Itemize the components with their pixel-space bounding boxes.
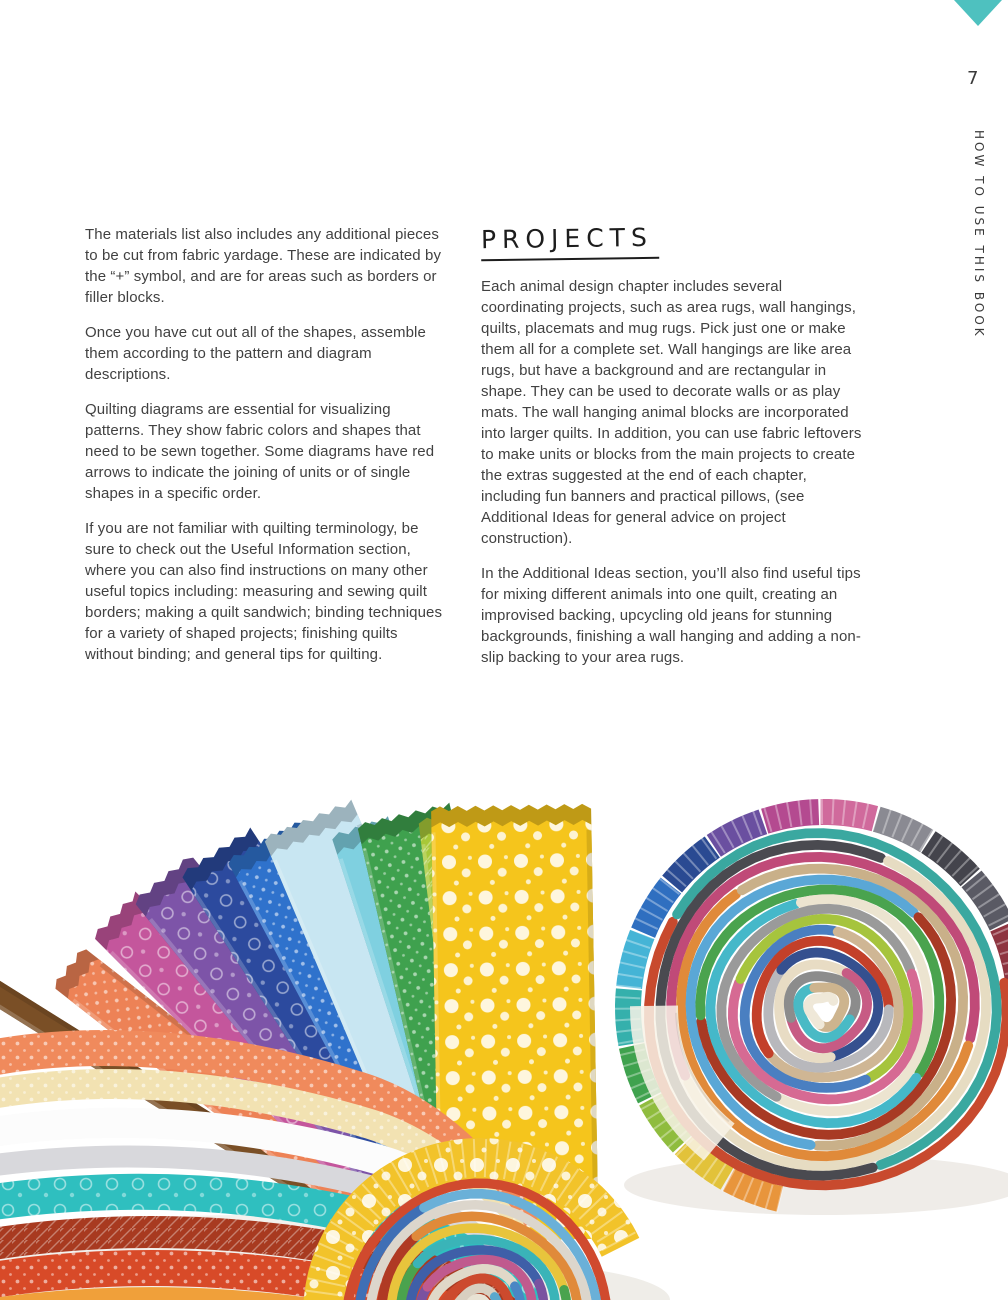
jelly-roll-illustration [0,760,1008,1300]
sidebar-title: HOW TO USE THIS BOOK [972,130,986,339]
paragraph-assembly: Once you have cut out all of the shapes, assemble them according to the pattern and diagram descriptions. [85,324,426,383]
page-number: 7 [967,68,979,89]
projects-heading: PROJECTS [481,225,659,261]
paragraph-quilting-diagrams: Quilting diagrams are essential for visualizing patterns. They show fabric colors and shapes that need to be sewn together. Some diagrams have red arrows to indicate the joining of units or of single shapes in a specific order. [85,401,435,502]
paragraph-materials-list: The materials list also includes any additional pieces to be cut from fabric yardage. These are indicated by the “+” symbol, and are for areas such as borders or filler blocks. [85,226,442,306]
right-column [481,224,863,682]
fabric-strips-photo [0,760,1008,1300]
paragraph-additional-ideas: In the Additional Ideas section, you’ll also find useful tips for mixing different animals into one quilt, creating an improvised backing, upcycling old jeans for stunning backgrounds, finishing a wall hanging and adding a non-slip backing to your area rugs. [481,565,861,666]
corner-triangle-decoration [954,0,1002,26]
left-column [85,224,449,679]
paragraph-terminology: If you are not familiar with quilting terminology, be sure to check out the Useful Information section, where you can also find instructions on many other useful topics including: measuring and sewing quilt borders; making a quilt sandwich; binding techniques for a variety of shaped projects; finishing quilts without binding; and general tips for quilting. [85,520,443,663]
paragraph-projects-overview: Each animal design chapter includes several coordinating projects, such as area rugs, wall hangings, quilts, placemats and mug rugs. Pick just one or make them all for a complete set. Wall hangings are like area rugs, but have a background and are rectangular in shape. They can be used to decorate walls or as play mats. The wall hanging animal blocks are incorporated into larger quilts. In addition, you can use fabric leftovers to make units or blocks from the main projects to create the extras suggested at the end of each chapter, including fun banners and practical pillows, (see Additional Ideas for general advice on project construction). [481,278,862,547]
